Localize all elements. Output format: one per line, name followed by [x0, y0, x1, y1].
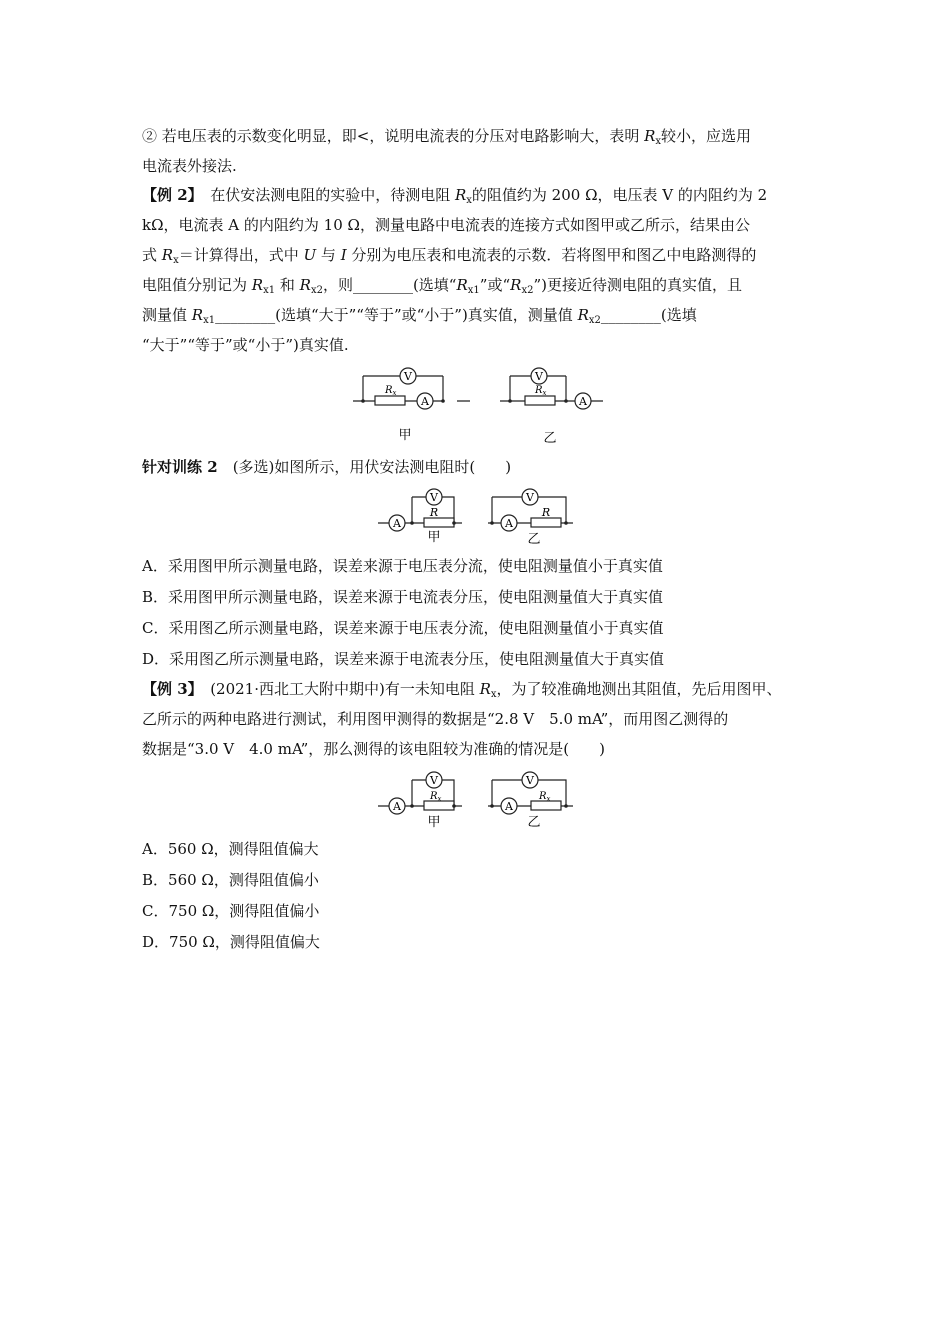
resistor-label: $R_x$: [430, 791, 442, 803]
option-b: B．采用图甲所示测量电路，误差来源于电流表分压，使电阻测量值大于真实值: [142, 588, 664, 606]
text: 在伏安法测电阻的实验中，待测电阻: [210, 186, 455, 204]
text: 与: [316, 246, 341, 264]
drill-2-title: [142, 452, 812, 482]
caption-jia: 甲: [427, 815, 441, 830]
caption-jia: 甲: [427, 530, 441, 545]
text: 电阻值分别记为: [142, 276, 252, 294]
text: (2021·西北工大附中期中)有一未知电阻: [210, 680, 480, 698]
ammeter-label: A: [421, 395, 429, 408]
text: ________(选填: [600, 306, 697, 324]
var-sub: x2: [521, 285, 534, 296]
resistor-label: R: [541, 506, 551, 519]
resistor-label: $R_x$: [539, 791, 551, 803]
caption-jia: 甲: [398, 428, 412, 443]
var-sub: x1: [467, 285, 480, 296]
var-r: R: [456, 276, 468, 294]
ex2-line-3: [142, 240, 812, 270]
var-r: R: [454, 186, 467, 204]
var-r: R: [299, 276, 311, 294]
caption-yi: 乙: [527, 532, 541, 547]
resistor-label: $R_x$: [385, 385, 397, 397]
voltmeter-label: V: [404, 370, 412, 383]
para-line: 电流表外接法.: [142, 157, 237, 175]
text: ，为了较准确地测出其阻值，先后用图甲、: [496, 680, 782, 698]
var-r: R: [251, 276, 264, 294]
var-sub: x1: [263, 285, 276, 296]
drill-label: 针对训练 2: [142, 458, 218, 476]
option-c: C．采用图乙所示测量电路，误差来源于电压表分流，使电阻测量值小于真实值: [142, 619, 664, 637]
ammeter-label: A: [393, 800, 401, 813]
ex2-line-5: [142, 300, 812, 330]
option-c: C．750 Ω，测得阻值偏小: [142, 902, 320, 920]
text: 和: [275, 276, 300, 294]
option-a: A．采用图甲所示测量电路，误差来源于电压表分流，使电阻测量值小于真实值: [142, 557, 663, 575]
voltmeter-label: V: [430, 491, 438, 504]
example-2: [142, 180, 812, 360]
drill-2-options: [142, 551, 812, 675]
ex2-line-6: “大于”“等于”或“小于”)真实值.: [142, 336, 349, 354]
paragraph-2: [142, 121, 812, 181]
voltmeter-label: V: [526, 774, 534, 787]
figure-2-circuits: [376, 485, 588, 547]
text: ________(选填“大于”“等于”或“小于”)真实值，测量值: [215, 306, 578, 324]
text: 式: [142, 246, 162, 264]
text: 测量值: [142, 306, 192, 324]
para-line: [142, 121, 812, 151]
ammeter-label: A: [393, 517, 401, 530]
voltmeter-label: V: [430, 774, 438, 787]
text: 较小，应选用: [661, 127, 752, 145]
caption-yi: 乙: [543, 431, 557, 446]
var-i: I: [340, 246, 347, 264]
text: 的阻值约为 200 Ω，电压表 V 的内阻约为 2: [471, 186, 768, 204]
var-sub: x2: [310, 285, 323, 296]
var-sub: x: [466, 195, 472, 206]
ex2-line-2: kΩ，电流表 A 的内阻约为 10 Ω，测量电路中电流表的连接方式如图甲或乙所示，结果由公: [142, 216, 750, 234]
text: (多选)如图所示，用伏安法测电阻时( ): [232, 458, 512, 476]
text: ，则________(选填“: [322, 276, 457, 294]
var-r: R: [191, 306, 204, 324]
example-3: [142, 674, 812, 764]
resistor-label: R: [429, 506, 439, 519]
ex3-line-3: 数据是“3.0 V 4.0 mA”，那么测得的该电阻较为准确的情况是( ): [142, 740, 605, 758]
text: 分别为电压表和电流表的示数．若将图甲和图乙中电路测得的: [346, 246, 757, 264]
voltmeter-label: V: [535, 370, 543, 383]
ammeter-label: A: [505, 517, 513, 530]
var-sub: x2: [588, 315, 601, 326]
var-sub: x1: [203, 315, 216, 326]
option-d: D．750 Ω，测得阻值偏大: [142, 933, 320, 951]
var-r: R: [510, 276, 522, 294]
caption-yi: 乙: [527, 815, 541, 830]
var-u: U: [303, 246, 317, 264]
var-r: R: [577, 306, 589, 324]
figure-1-circuits: [345, 364, 615, 446]
ex2-line-1: [142, 180, 812, 210]
resistor-label: $R_x$: [535, 385, 547, 397]
option-a: A．560 Ω，测得阻值偏大: [142, 840, 319, 858]
ammeter-label: A: [505, 800, 513, 813]
text: ＝计算得出，式中: [178, 246, 304, 264]
example-label: 【例 3】: [142, 680, 196, 698]
figure-3-circuits: [376, 768, 588, 830]
ex3-line-1: [142, 674, 812, 704]
ex2-line-4: [142, 270, 812, 300]
var-sub: x: [173, 255, 179, 266]
example-label: 【例 2】: [142, 186, 196, 204]
text: ”或“: [479, 276, 511, 294]
var-r: R: [644, 127, 656, 145]
text: ② 若电压表的示数变化明显，即<，说明电流表的分压对电路影响大，表明: [142, 127, 645, 145]
var-r: R: [479, 680, 491, 698]
option-d: D．采用图乙所示测量电路，误差来源于电流表分压，使电阻测量值大于真实值: [142, 650, 665, 668]
ammeter-label: A: [579, 395, 587, 408]
var-r: R: [161, 246, 174, 264]
voltmeter-label: V: [526, 491, 534, 504]
text: ”)更接近待测电阻的真实值，且: [533, 276, 742, 294]
var-sub: x: [655, 136, 662, 147]
example-3-options: [142, 834, 812, 958]
option-b: B．560 Ω，测得阻值偏小: [142, 871, 319, 889]
var-sub: x: [490, 689, 497, 700]
ex3-line-2: 乙所示的两种电路进行测试，利用图甲测得的数据是“2.8 V 5.0 mA”，而用图乙测得的: [142, 710, 729, 728]
